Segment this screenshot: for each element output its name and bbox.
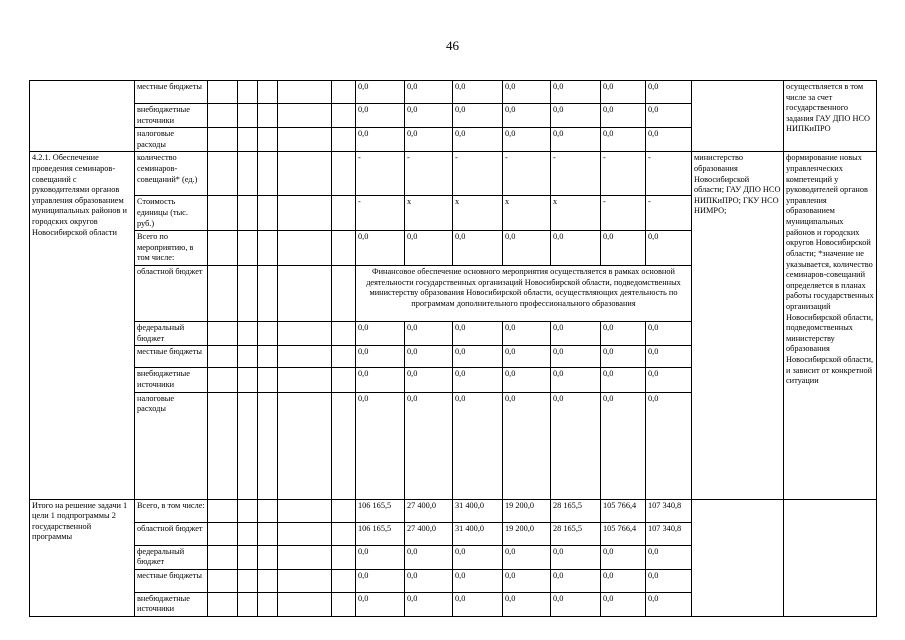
table-row <box>30 499 877 522</box>
row-label: налоговые расходы <box>135 392 208 499</box>
row-label: количество семинаров-совещаний* (ед.) <box>135 152 208 196</box>
table-cell <box>30 81 135 152</box>
row-label: местные бюджеты <box>135 569 208 592</box>
value-cell: 0,0 <box>356 322 405 346</box>
value-cell: 0,0 <box>453 545 503 569</box>
value-cell: 0,0 <box>503 392 551 499</box>
value-cell: 0,0 <box>503 346 551 368</box>
value-cell: 0,0 <box>601 346 646 368</box>
row-label: Стоимость единицы (тыс. руб.) <box>135 196 208 231</box>
row-label: областной бюджет <box>135 266 208 322</box>
value-cell: 0,0 <box>503 545 551 569</box>
value-cell: - <box>646 196 692 231</box>
value-cell: 0,0 <box>453 81 503 104</box>
row-label: внебюджетные источники <box>135 592 208 616</box>
value-cell: 0,0 <box>551 592 601 616</box>
value-cell: 0,0 <box>551 231 601 266</box>
value-cell: 0,0 <box>551 104 601 128</box>
row-label: налоговые расходы <box>135 128 208 152</box>
value-cell: 0,0 <box>356 81 405 104</box>
value-cell: 27 400,0 <box>405 499 453 522</box>
value-cell: 105 766,4 <box>601 522 646 545</box>
value-cell: 0,0 <box>601 392 646 499</box>
value-cell: 19 200,0 <box>503 499 551 522</box>
value-cell: 28 165,5 <box>551 499 601 522</box>
value-cell: 0,0 <box>453 322 503 346</box>
value-cell: 0,0 <box>356 392 405 499</box>
row-label: Всего, в том числе: <box>135 499 208 522</box>
value-cell: 0,0 <box>551 128 601 152</box>
row-label: Всего по мероприятию, в том числе: <box>135 231 208 266</box>
value-cell: 0,0 <box>601 322 646 346</box>
value-cell: 0,0 <box>356 128 405 152</box>
value-cell: 0,0 <box>453 368 503 392</box>
value-cell: - <box>405 152 453 196</box>
value-cell: 27 400,0 <box>405 522 453 545</box>
value-cell: 31 400,0 <box>453 499 503 522</box>
value-cell: 0,0 <box>601 368 646 392</box>
value-cell: 0,0 <box>503 81 551 104</box>
value-cell: 0,0 <box>453 592 503 616</box>
row-label: внебюджетные источники <box>135 368 208 392</box>
value-cell: 0,0 <box>646 569 692 592</box>
value-cell: 0,0 <box>551 392 601 499</box>
value-cell: 31 400,0 <box>453 522 503 545</box>
executor-cell <box>692 81 784 152</box>
value-cell: x <box>453 196 503 231</box>
table-row <box>30 152 877 196</box>
value-cell: 0,0 <box>601 569 646 592</box>
value-cell: 0,0 <box>601 128 646 152</box>
value-cell: - <box>601 152 646 196</box>
value-cell: 0,0 <box>356 368 405 392</box>
value-cell: 0,0 <box>646 322 692 346</box>
value-cell: 19 200,0 <box>503 522 551 545</box>
value-cell: 0,0 <box>503 368 551 392</box>
value-cell: 0,0 <box>453 569 503 592</box>
executors: министерство образования Новосибирской области; ГАУ ДПО НСО НИПКиПРО; ГКУ НСО НИМРО; <box>692 152 784 499</box>
value-cell: 0,0 <box>405 128 453 152</box>
value-cell: - <box>356 196 405 231</box>
value-cell: 0,0 <box>356 545 405 569</box>
value-cell: 0,0 <box>356 346 405 368</box>
row-label: федеральный бюджет <box>135 322 208 346</box>
value-cell: 0,0 <box>646 81 692 104</box>
value-cell: 0,0 <box>646 128 692 152</box>
value-cell: 0,0 <box>405 592 453 616</box>
financing-note: Финансовое обеспечение основного мероприятия осуществляется в рамках основной деятельности государственных организаций Новосибирской области, подведомственных министерству образования Новосибирской области, осуществляющих деятельность по программам дополнительного профессионального образования <box>356 266 692 322</box>
value-cell: 0,0 <box>356 592 405 616</box>
value-cell: 0,0 <box>405 231 453 266</box>
value-cell: 0,0 <box>503 569 551 592</box>
value-cell: 0,0 <box>646 104 692 128</box>
value-cell: 106 165,5 <box>356 499 405 522</box>
value-cell: 0,0 <box>601 545 646 569</box>
value-cell: - <box>551 152 601 196</box>
value-cell: x <box>405 196 453 231</box>
result-note: осуществляется в том числе за счет государственного задания ГАУ ДПО НСО НИПКиПРО <box>784 81 877 152</box>
value-cell: 0,0 <box>405 104 453 128</box>
value-cell: 0,0 <box>356 569 405 592</box>
value-cell: 0,0 <box>601 592 646 616</box>
page-number: 46 <box>446 38 459 53</box>
value-cell: 0,0 <box>405 81 453 104</box>
value-cell: 105 766,4 <box>601 499 646 522</box>
value-cell: 0,0 <box>453 104 503 128</box>
value-cell: - <box>503 152 551 196</box>
value-cell: 0,0 <box>646 368 692 392</box>
value-cell: 107 340,8 <box>646 522 692 545</box>
result-description: формирование новых управленческих компетенций у руководителей органов управления образованием муниципальных районов и городских округов Новосибирской области; *значение не указывается, количество семинаров-совещаний определяется в планах работы государственных организаций Новосибирской области, подведомственных министерству образования Новосибирской области, и зависит от конкретной ситуации <box>784 152 877 499</box>
value-cell: 0,0 <box>601 81 646 104</box>
value-cell: x <box>551 196 601 231</box>
value-cell: 0,0 <box>503 128 551 152</box>
value-cell: 0,0 <box>405 545 453 569</box>
row-label: областной бюджет <box>135 522 208 545</box>
value-cell: 0,0 <box>453 128 503 152</box>
value-cell: 107 340,8 <box>646 499 692 522</box>
row-label: местные бюджеты <box>135 81 208 104</box>
value-cell: 0,0 <box>453 346 503 368</box>
value-cell: x <box>503 196 551 231</box>
value-cell: 0,0 <box>551 368 601 392</box>
value-cell: 0,0 <box>453 231 503 266</box>
executor-cell <box>692 499 784 616</box>
value-cell: 0,0 <box>503 231 551 266</box>
value-cell: 106 165,5 <box>356 522 405 545</box>
budget-table <box>29 80 877 617</box>
value-cell: 0,0 <box>551 545 601 569</box>
value-cell: 0,0 <box>601 104 646 128</box>
total-title: Итого на решение задачи 1 цели 1 подпрограммы 2 государственной программы <box>30 499 135 616</box>
value-cell: 0,0 <box>405 346 453 368</box>
value-cell: 0,0 <box>405 368 453 392</box>
value-cell: 0,0 <box>503 592 551 616</box>
value-cell: 0,0 <box>405 392 453 499</box>
row-label: внебюджетные источники <box>135 104 208 128</box>
value-cell: 0,0 <box>551 81 601 104</box>
measure-title: 4.2.1. Обеспечение проведения семинаров-совещаний с руководителями органов управления образованием муниципальных районов и городских округов Новосибирской области <box>30 152 135 499</box>
value-cell: 0,0 <box>405 569 453 592</box>
value-cell: 0,0 <box>646 592 692 616</box>
value-cell: - <box>453 152 503 196</box>
value-cell: 0,0 <box>405 322 453 346</box>
value-cell: - <box>356 152 405 196</box>
value-cell: 0,0 <box>356 104 405 128</box>
value-cell: 0,0 <box>646 392 692 499</box>
value-cell: 0,0 <box>356 231 405 266</box>
row-label: местные бюджеты <box>135 346 208 368</box>
value-cell: - <box>601 196 646 231</box>
value-cell: 0,0 <box>646 545 692 569</box>
value-cell: 0,0 <box>601 231 646 266</box>
table-row <box>30 81 877 104</box>
value-cell: 0,0 <box>551 346 601 368</box>
value-cell: 0,0 <box>503 104 551 128</box>
value-cell: 0,0 <box>551 322 601 346</box>
row-label: федеральный бюджет <box>135 545 208 569</box>
value-cell: 0,0 <box>551 569 601 592</box>
value-cell: 0,0 <box>503 322 551 346</box>
value-cell: 0,0 <box>646 231 692 266</box>
value-cell: 0,0 <box>646 346 692 368</box>
value-cell: 0,0 <box>453 392 503 499</box>
value-cell: 28 165,5 <box>551 522 601 545</box>
result-note <box>784 499 877 616</box>
value-cell: - <box>646 152 692 196</box>
